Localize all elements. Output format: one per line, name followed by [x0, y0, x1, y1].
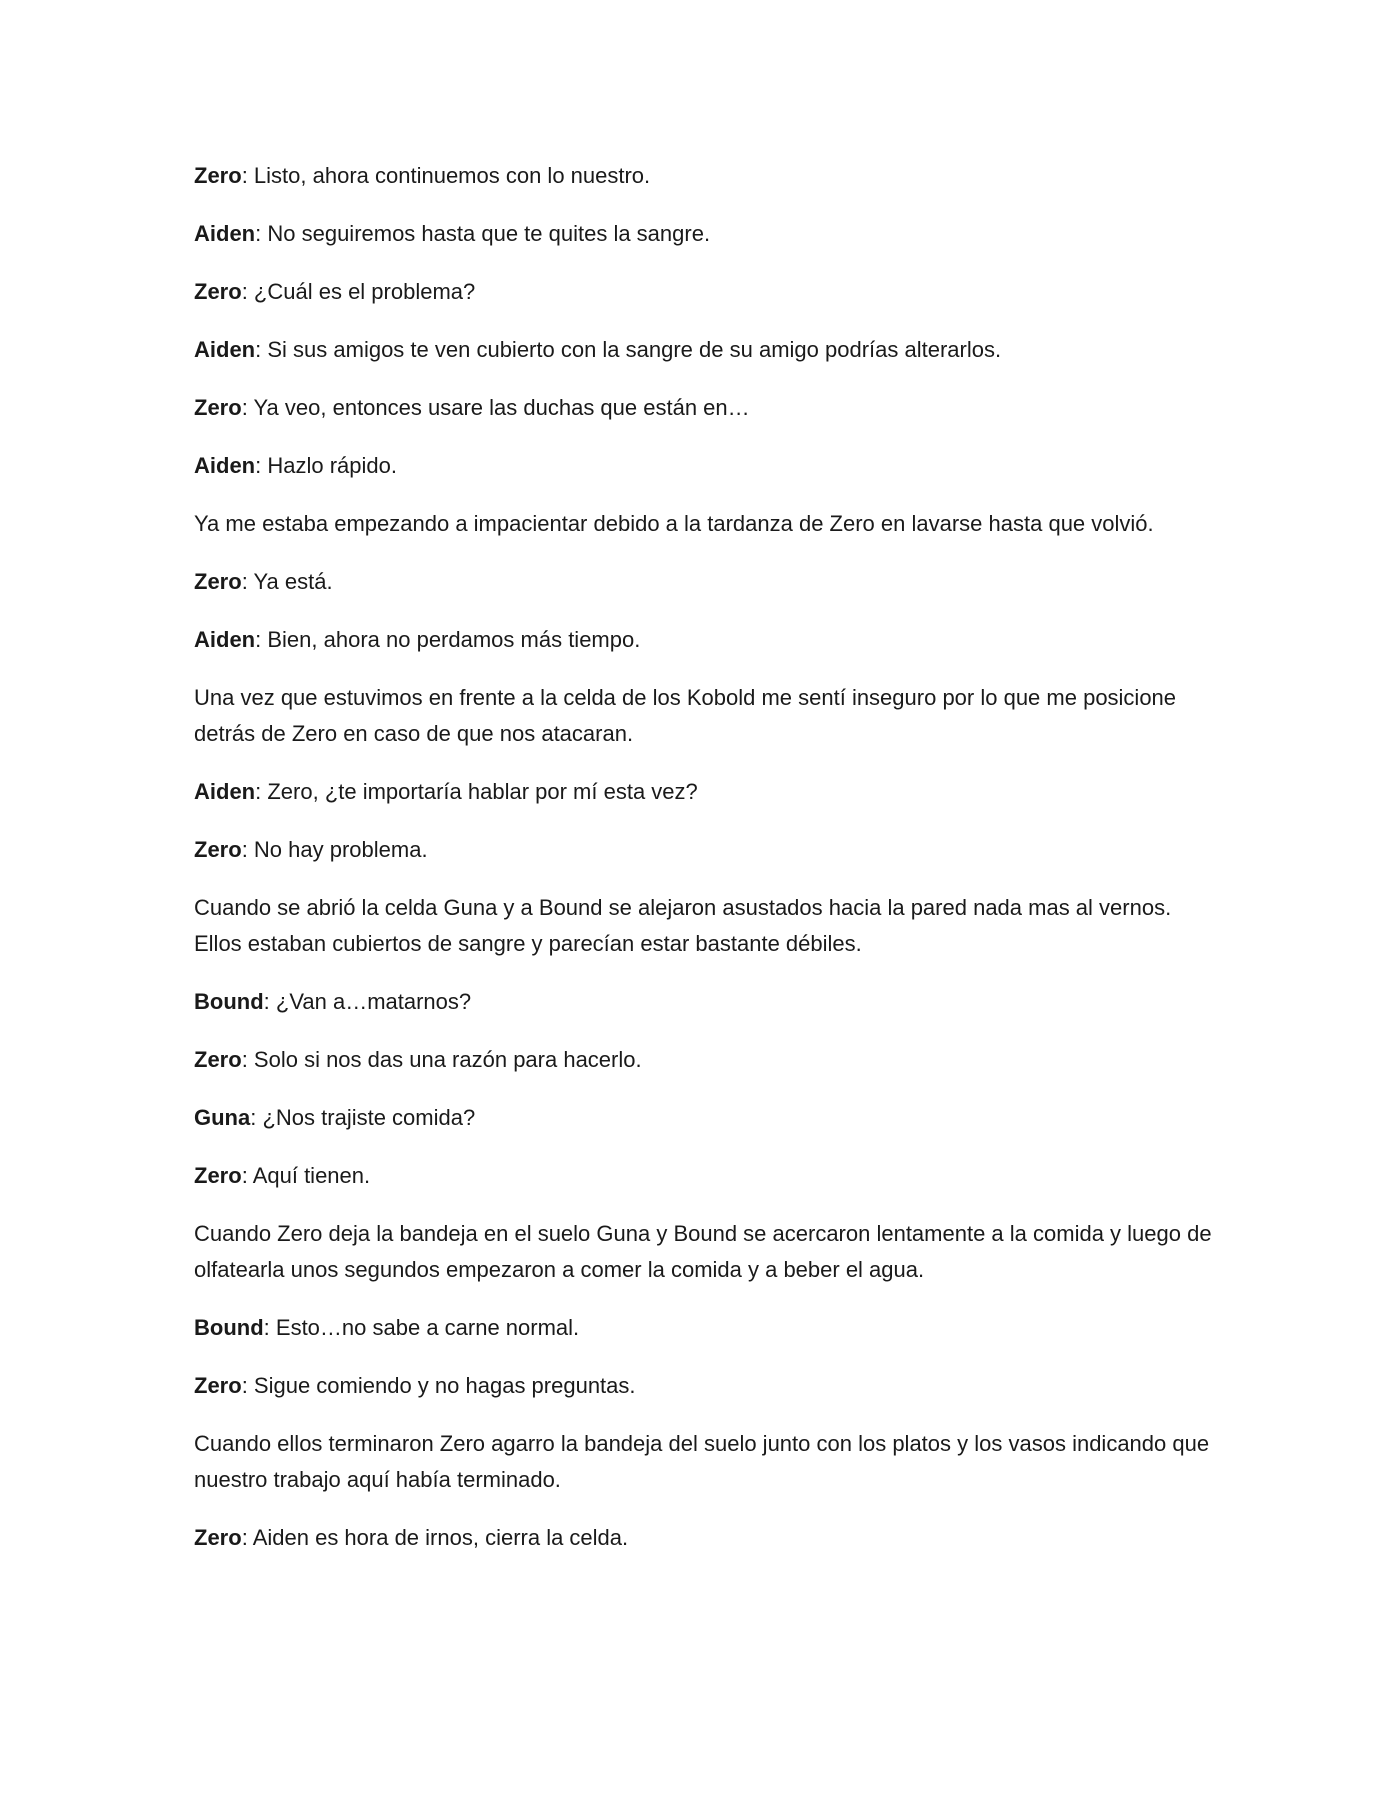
speaker-separator: :: [250, 1105, 263, 1130]
speaker-name: Guna: [194, 1105, 251, 1130]
speaker-separator: :: [263, 989, 276, 1014]
dialogue-line: [194, 390, 1214, 426]
dialogue-text: Ya está.: [253, 569, 333, 594]
dialogue-line: [194, 984, 1214, 1020]
narration-text: Cuando ellos terminaron Zero agarro la bandeja del suelo junto con los platos y los vasos indicando que nuestro trabajo aquí había terminado.: [194, 1431, 1210, 1492]
narration-paragraph: [194, 1216, 1214, 1288]
dialogue-text: Hazlo rápido.: [267, 453, 397, 478]
dialogue-text: Aiden es hora de irnos, cierra la celda.: [252, 1525, 629, 1550]
dialogue-line: [194, 332, 1214, 368]
speaker-name: Zero: [194, 1163, 242, 1188]
speaker-name: Zero: [194, 1525, 242, 1550]
speaker-separator: :: [241, 163, 254, 188]
dialogue-line: [194, 1042, 1214, 1078]
dialogue-line: [194, 158, 1214, 194]
speaker-separator: :: [255, 337, 268, 362]
dialogue-text: Aquí tienen.: [252, 1163, 371, 1188]
speaker-separator: :: [241, 1047, 254, 1072]
narration-text: Una vez que estuvimos en frente a la celda de los Kobold me sentí inseguro por lo que me posicione detrás de Zero en caso de que nos atacaran.: [194, 685, 1177, 746]
dialogue-line: [194, 832, 1214, 868]
narration-paragraph: [194, 1426, 1214, 1498]
dialogue-text: Esto…no sabe a carne normal.: [275, 1315, 580, 1340]
speaker-name: Zero: [194, 163, 242, 188]
dialogue-text: Bien, ahora no perdamos más tiempo.: [267, 627, 641, 652]
narration-paragraph: [194, 506, 1214, 542]
speaker-name: Bound: [194, 989, 264, 1014]
speaker-name: Aiden: [194, 337, 256, 362]
dialogue-text: ¿Van a…matarnos?: [275, 989, 472, 1014]
speaker-name: Zero: [194, 395, 242, 420]
speaker-separator: :: [241, 569, 254, 594]
speaker-name: Zero: [194, 569, 242, 594]
dialogue-text: Zero, ¿te importaría hablar por mí esta vez?: [267, 779, 698, 804]
speaker-name: Zero: [194, 279, 242, 304]
speaker-name: Bound: [194, 1315, 264, 1340]
dialogue-line: [194, 1368, 1214, 1404]
speaker-separator: :: [255, 453, 268, 478]
speaker-separator: :: [241, 395, 254, 420]
speaker-name: Aiden: [194, 453, 256, 478]
speaker-separator: :: [255, 221, 268, 246]
speaker-name: Aiden: [194, 221, 256, 246]
dialogue-text: No seguiremos hasta que te quites la sangre.: [267, 221, 711, 246]
dialogue-text: Ya veo, entonces usare las duchas que están en…: [253, 395, 750, 420]
speaker-name: Zero: [194, 1373, 242, 1398]
speaker-separator: :: [241, 279, 254, 304]
dialogue-text: No hay problema.: [253, 837, 428, 862]
dialogue-line: [194, 216, 1214, 252]
speaker-separator: :: [241, 1163, 253, 1188]
speaker-name: Zero: [194, 1047, 242, 1072]
speaker-name: Aiden: [194, 779, 256, 804]
speaker-name: Zero: [194, 837, 242, 862]
dialogue-text: Sigue comiendo y no hagas preguntas.: [253, 1373, 636, 1398]
dialogue-line: [194, 1158, 1214, 1194]
narration-paragraph: [194, 680, 1214, 752]
speaker-name: Aiden: [194, 627, 256, 652]
dialogue-text: Solo si nos das una razón para hacerlo.: [253, 1047, 642, 1072]
speaker-separator: :: [241, 837, 254, 862]
dialogue-text: Si sus amigos te ven cubierto con la sangre de su amigo podrías alterarlos.: [267, 337, 1002, 362]
narration-text: Cuando Zero deja la bandeja en el suelo Guna y Bound se acercaron lentamente a la comida y luego de olfatearla unos segundos empezaron a comer la comida y a beber el agua.: [194, 1221, 1212, 1282]
dialogue-text: Listo, ahora continuemos con lo nuestro.: [253, 163, 651, 188]
dialogue-line: [194, 1310, 1214, 1346]
speaker-separator: :: [255, 779, 268, 804]
narration-text: Cuando se abrió la celda Guna y a Bound se alejaron asustados hacia la pared nada mas al vernos. Ellos estaban cubiertos de sangre y parecían estar bastante débiles.: [194, 895, 1172, 956]
narration-paragraph: [194, 890, 1214, 962]
speaker-separator: :: [241, 1525, 253, 1550]
dialogue-line: [194, 1520, 1214, 1556]
speaker-separator: :: [255, 627, 268, 652]
dialogue-line: [194, 448, 1214, 484]
dialogue-line: [194, 1100, 1214, 1136]
speaker-separator: :: [263, 1315, 276, 1340]
dialogue-line: [194, 564, 1214, 600]
narration-text: Ya me estaba empezando a impacientar debido a la tardanza de Zero en lavarse hasta que volvió.: [194, 511, 1154, 536]
dialogue-text: ¿Nos trajiste comida?: [262, 1105, 476, 1130]
dialogue-text: ¿Cuál es el problema?: [253, 279, 476, 304]
dialogue-line: [194, 622, 1214, 658]
dialogue-line: [194, 274, 1214, 310]
dialogue-line: [194, 774, 1214, 810]
document-body: [194, 158, 1214, 1578]
speaker-separator: :: [241, 1373, 254, 1398]
